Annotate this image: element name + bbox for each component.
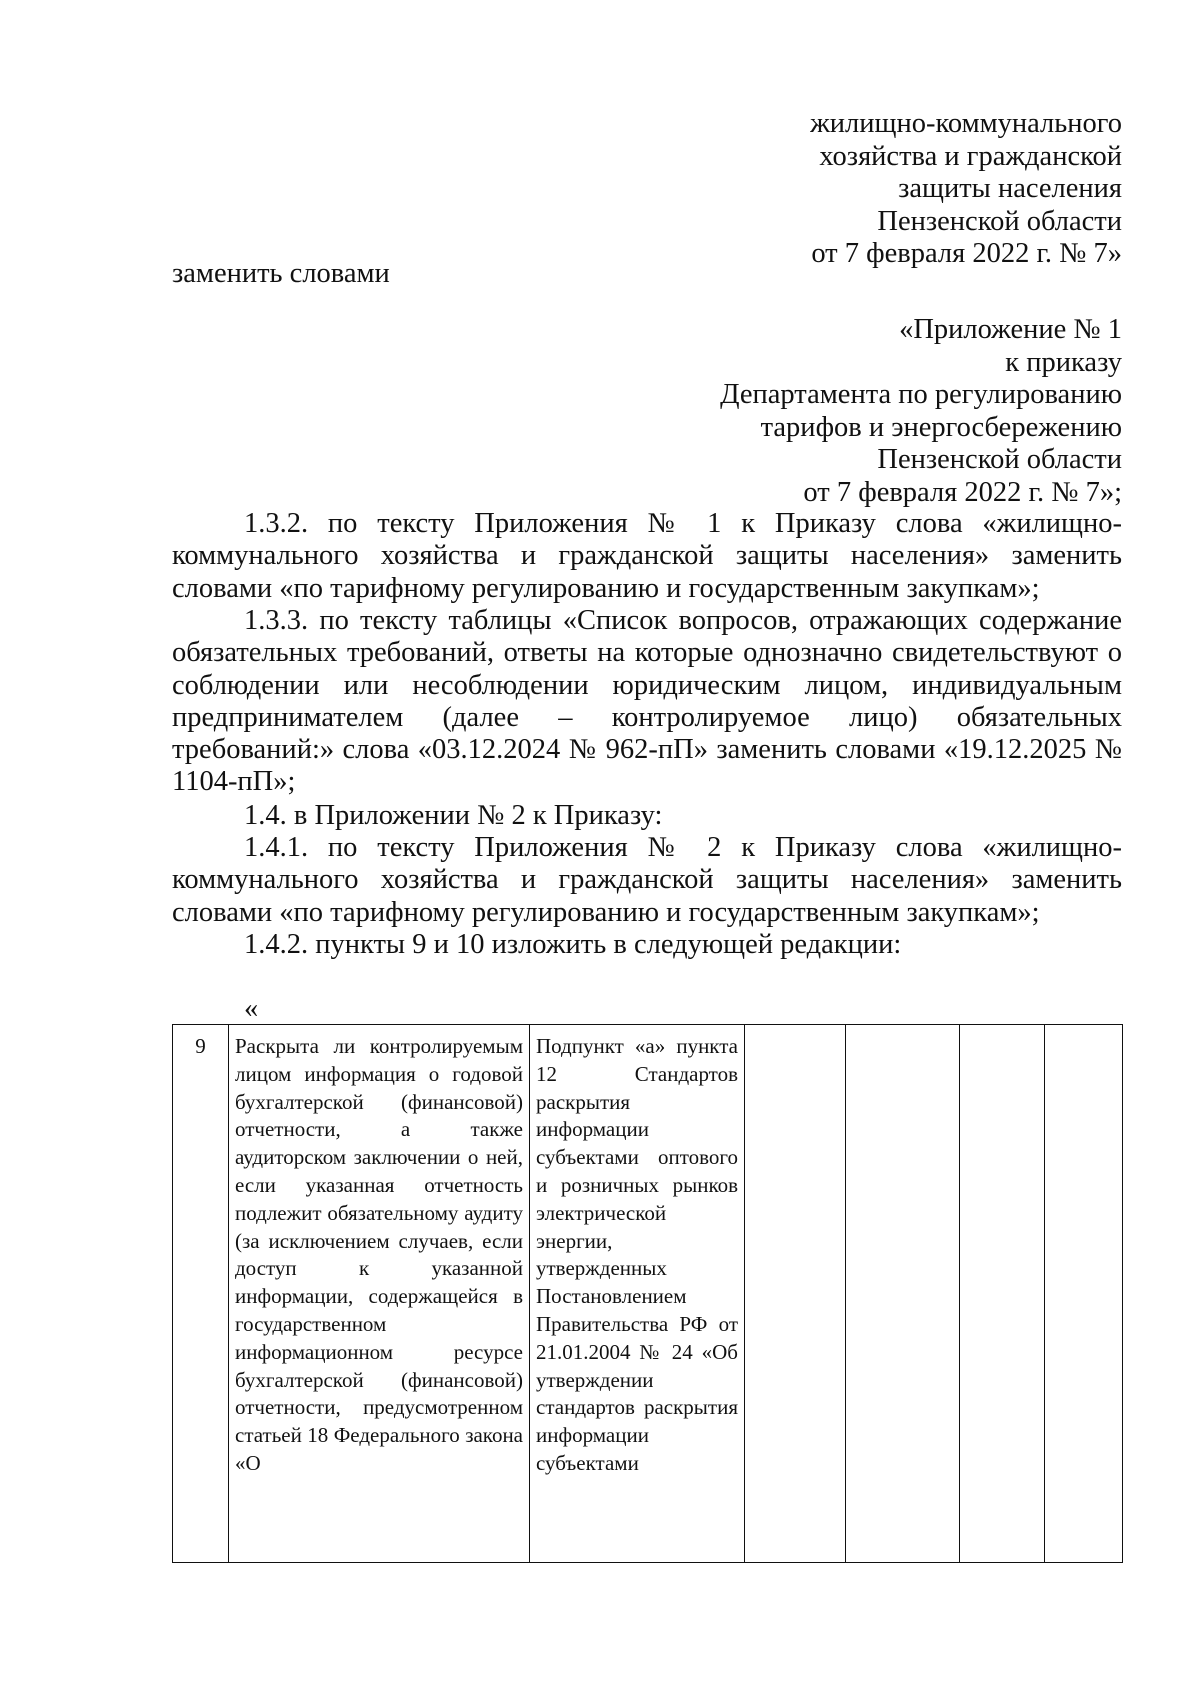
question-cell: Раскрыта ли контролируемым лицом информация о годовой бухгалтерской (финансовой) отчетности, а также аудиторском заключении о ней, если указанная отчетность подлежит обязательному аудиту (за исключением случаев, если доступ к указанной информации, содержащейся в государственном информационном ресурсе бухгалтерской (финансовой) отчетности, предусмотренном статьей 18 Федерального закона «О: [229, 1025, 530, 1563]
answer-cell: [1045, 1025, 1123, 1563]
table-row: [173, 1025, 1123, 1563]
paragraph-text: 1.3.2. по тексту Приложения № 1 к Приказу слова «жилищно-коммунального хозяйства и гражданской защиты населения» заменить словами «по тарифному регулированию и государственным закупкам»;: [172, 508, 1122, 604]
paragraph-1-4: [172, 800, 1122, 832]
opening-quote-mark: «: [244, 993, 259, 1024]
signature-line: «Приложение № 1: [899, 314, 1122, 345]
paragraph-text: 1.3.3. по тексту таблицы «Список вопросов, отражающих содержание обязательных требований, ответы на которые однозначно свидетельствуют о соблюдении или несоблюдении юридическим лицом, индивидуальным предпринимателем (далее – контролируемое лицо) обязательных требований:» слова «03.12.2024 № 962-пП» заменить словами «19.12.2025 № 1104-пП»;: [172, 605, 1122, 798]
signature-line: защиты населения: [898, 173, 1122, 204]
paragraph-1-3-3: [172, 605, 1122, 799]
paragraph-1-4-1: [172, 832, 1122, 929]
signature-line: хозяйства и гражданской: [819, 140, 1122, 172]
signature-line: Пензенской области: [877, 205, 1122, 237]
reference-cell: Подпункт «а» пункта 12 Стандартов раскрытия информации субъектами оптового и розничных рынков электрической энергии, утвержденных Постановлением Правительства РФ от 21.01.2004 № 24 «Об утверждении стандартов раскрытия информации субъектами: [530, 1025, 745, 1563]
requirements-table: [172, 1024, 1123, 1563]
signature-line: жилищно-коммунального: [810, 108, 1122, 139]
signature-line: тарифов и энергосбережению: [760, 411, 1122, 443]
top-signature-block: [522, 108, 1122, 271]
replace-with-text: заменить словами: [172, 258, 390, 289]
answer-cell: [745, 1025, 846, 1563]
answer-cell: [960, 1025, 1045, 1563]
row-number-cell: 9: [173, 1025, 229, 1563]
paragraph-1-4-2: [172, 929, 1122, 961]
signature-line: от 7 февраля 2022 г. № 7»;: [803, 476, 1122, 508]
signature-line: от 7 февраля 2022 г. № 7»: [811, 238, 1122, 269]
answer-cell: [846, 1025, 960, 1563]
paragraph-text: 1.4.1. по тексту Приложения № 2 к Приказу слова «жилищно-коммунального хозяйства и гражданской защиты населения» заменить словами «по тарифному регулированию и государственным закупкам»;: [172, 832, 1122, 928]
paragraph-text: 1.4. в Приложении № 2 к Приказу:: [244, 800, 663, 831]
paragraph-text: 1.4.2. пункты 9 и 10 изложить в следующей редакции:: [244, 929, 902, 960]
paragraph-1-3-2: [172, 508, 1122, 605]
signature-line: Пензенской области: [877, 444, 1122, 475]
signature-line: к приказу: [1005, 346, 1122, 378]
new-signature-block: [522, 314, 1122, 509]
signature-line: Департамента по регулированию: [720, 379, 1122, 410]
